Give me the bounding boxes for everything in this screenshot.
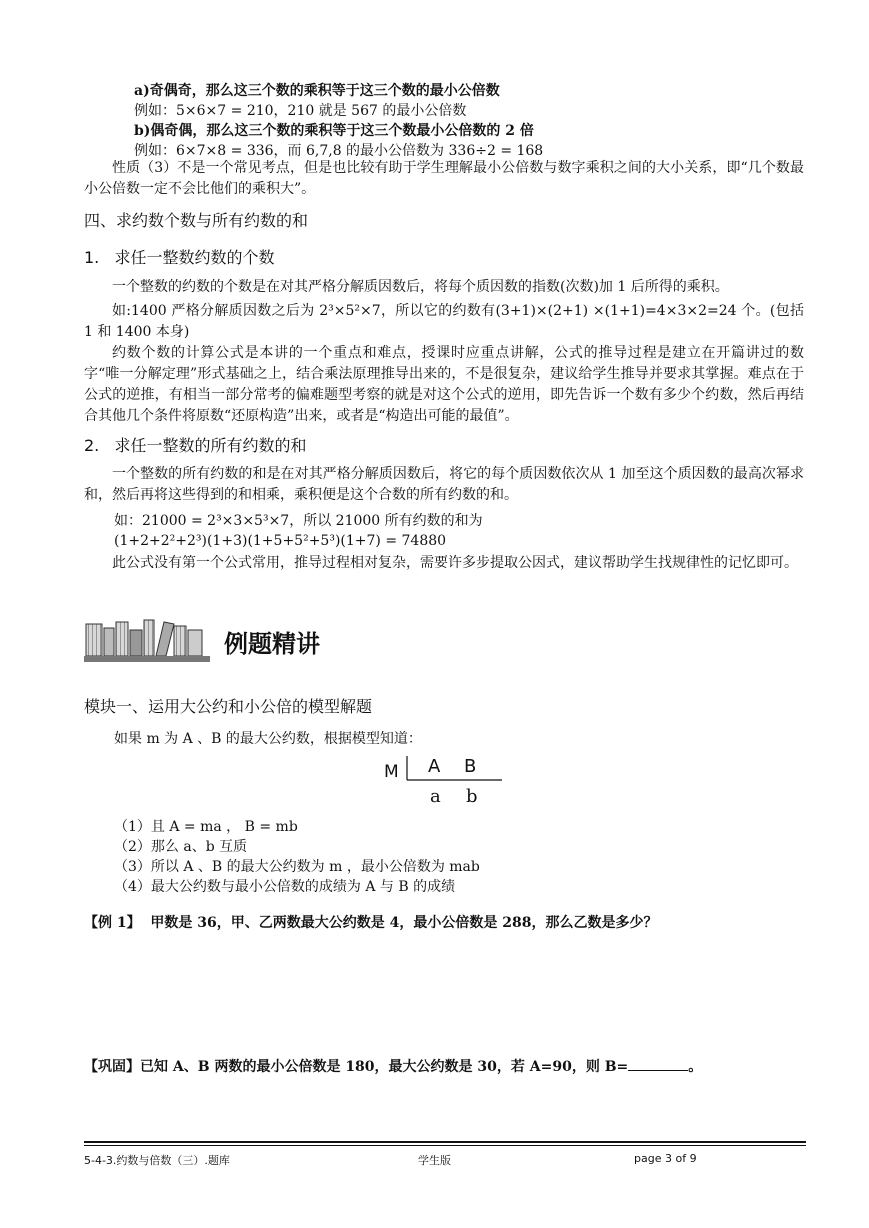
property-a-example: 例如：5×6×7 = 210，210 就是 567 的最小公倍数 [134, 103, 467, 119]
diagram-b: b [466, 786, 478, 807]
subsection-2-note: 此公式没有第一个公式常用，推导过程相对复杂，需要许多步提取公因式，建议帮助学生找规律性的记忆即可。 [112, 555, 798, 571]
diagram-a: a [430, 786, 441, 807]
footer-center: 学生版 [418, 1154, 451, 1167]
module-heading: 模块一、运用大公约和小公倍的模型解题 [84, 697, 373, 716]
property-3-note: 性质（3）不是一个常见考点，但是也比较有助于学生理解最小公倍数与数字乘积之间的大小关系，即“几个数最小公倍数一定不会比他们的乘积大”。 [84, 160, 804, 197]
module-item-1: （1）且 A = ma ， B = mb [114, 819, 298, 835]
footer-left: 5-4-3.约数与倍数（三）.题库 [84, 1154, 230, 1167]
subsection-2-formula: (1+2+2²+2³)(1+3)(1+5+5²+5³)(1+7) = 74880 [114, 533, 447, 549]
footer-rule-thin [84, 1145, 806, 1146]
module-intro: 如果 m 为 A 、B 的最大公约数，根据模型知道： [114, 731, 422, 747]
subsection-1-example: 如:1400 严格分解质因数之后为 2³×5²×7，所以它的约数有(3+1)×(2+1) ×(1+1)=4×3×2=24 个。(包括 1 和 1400 本身) [84, 303, 804, 340]
subsection-1-explanation: 约数个数的计算公式是本讲的一个重点和难点，授课时应重点讲解，公式的推导过程是建立在开篇讲过的数字“唯一分解定理”形式基础之上，结合乘法原理推导出来的，不是很复杂，建议给学生推导并要求其掌握。难点在于公式的逆推，有相当一部分常考的偏难题型考察的就是对这个公式的逆用，即先告诉一个数有多少个约数，然后再结合其他几个条件将原数“还原构造”出来，或者是“构造出可能的最值”。 [84, 345, 804, 424]
module-item-4: （4）最大公约数与最小公倍数的成绩为 A 与 B 的成绩 [114, 879, 456, 895]
diagram-A: A [428, 756, 441, 777]
property-a-title: a)奇偶奇，那么这三个数的乘积等于这三个数的最小公倍数 [134, 83, 500, 99]
subsection-2-paragraph: 一个整数的所有约数的和是在对其严格分解质因数后，将它的每个质因数依次从 1 加至这个质因数的最高次幂求和，然后再将这些得到的和相乘，乘积便是这个合数的所有约数的和。 [84, 466, 804, 503]
subsection-2-heading: 2. 求任一整数的所有约数的和 [84, 436, 307, 455]
module-item-3: （3）所以 A 、B 的最大公约数为 m ，最小公倍数为 mab [114, 859, 480, 875]
diagram-m: M [384, 762, 399, 782]
footer-rule-thick [84, 1141, 806, 1143]
short-division-diagram [380, 752, 520, 812]
example-1 [84, 912, 657, 932]
answer-blank[interactable] [628, 1058, 688, 1071]
example-tag: 【例 1】 [84, 915, 141, 931]
diagram-B: B [464, 756, 477, 777]
example-text: 甲数是 36，甲、乙两数最大公约数是 4，最小公倍数是 288，那么乙数是多少？ [150, 915, 658, 931]
module-item-2: （2）那么 a、b 互质 [114, 839, 248, 855]
consolidate-question: 【巩固】已知 A、B 两数的最小公倍数是 180，最大公约数是 30，若 A=90，则 B= 。 [84, 1059, 703, 1075]
subsection-2-example: 如：21000 = 2³×3×5³×7，所以 21000 所有约数的和为 [114, 513, 483, 529]
property-b-example: 例如：6×7×8 = 336，而 6,7,8 的最小公倍数为 336÷2 = 168 [134, 143, 544, 159]
bookshelf-logo [84, 614, 214, 664]
banner-title: 例题精讲 [224, 630, 320, 658]
section-heading: 四、求约数个数与所有约数的和 [84, 211, 309, 230]
subsection-1-paragraph: 一个整数的约数的个数是在对其严格分解质因数后，将每个质因数的指数(次数)加 1 后所得的乘积。 [112, 279, 729, 295]
consolidate-text: 已知 A、B 两数的最小公倍数是 180，最大公约数是 30，若 A=90，则 B= [140, 1059, 629, 1075]
subsection-1-heading: 1. 求任一整数约数的个数 [84, 248, 275, 267]
consolidate-tag: 【巩固】 [84, 1059, 140, 1075]
footer-page: page 3 of 9 [634, 1152, 697, 1165]
property-b-title: b)偶奇偶，那么这三个数的乘积等于这三个数最小公倍数的 2 倍 [134, 123, 534, 139]
